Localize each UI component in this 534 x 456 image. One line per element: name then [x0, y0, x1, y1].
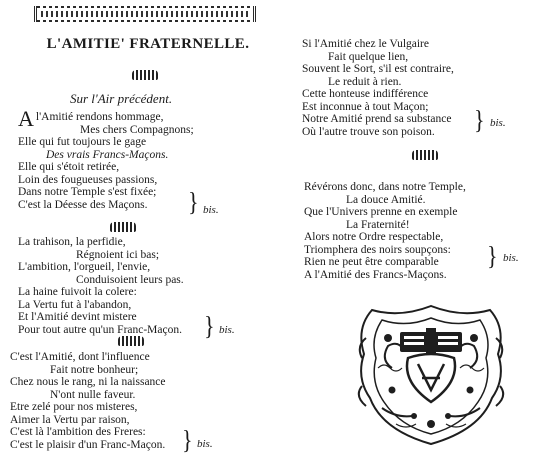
- tune-indication: Sur l'Air précédent.: [70, 91, 173, 106]
- verse-line: Rien ne peut être comparable: [304, 256, 439, 268]
- verse-line: Elle qui s'étoit retirée,: [18, 161, 120, 173]
- verse-line: C'est le plaisir d'un Franc-Maçon.: [10, 438, 166, 451]
- verse-line: Où l'autre trouve son poison.: [302, 125, 435, 138]
- refrain-brace: }: [487, 240, 498, 271]
- verse-line: La haine fuivoit la colere:: [18, 286, 137, 298]
- verse-line: La douce Amitié.: [346, 193, 426, 206]
- fleuron-ornament: [412, 150, 438, 160]
- verse-line: Fait notre bonheur;: [50, 363, 139, 376]
- verse-line: N'ont nulle faveur.: [50, 388, 136, 401]
- verse-line: Régnoient ici bas;: [76, 248, 160, 261]
- refrain-brace: }: [188, 186, 199, 217]
- verse-line: Chez nous le rang, ni la naissance: [10, 376, 166, 388]
- verse-line: C'est la Déesse des Maçons.: [18, 198, 148, 211]
- bis-marker: bis.: [219, 324, 235, 336]
- verse-line: Triomphera des noirs soupçons:: [304, 243, 451, 256]
- verse-line: La Vertu fut à l'abandon,: [18, 298, 132, 311]
- drop-cap: A: [18, 106, 34, 131]
- verse-line: Que l'Univers prenne en exemple: [304, 206, 458, 218]
- fleuron-ornament: [110, 222, 136, 232]
- verse-line: Elle qui fut toujours le gage: [18, 136, 147, 148]
- verse-line: l'Amitié rendons hommage,: [35, 111, 164, 123]
- verse-line: Alors notre Ordre respectable,: [304, 231, 444, 243]
- verse-line: Des vrais Francs-Maçons.: [46, 148, 169, 161]
- verse-line: Notre Amitié prend sa substance: [302, 113, 452, 125]
- verse-line: Est inconnue à tout Maçon;: [302, 100, 429, 113]
- verse-line: Révérons donc, dans notre Temple,: [304, 181, 466, 193]
- verse-line: Souvent le Sort, s'il est contraire,: [302, 63, 454, 75]
- verse-line: Conduisoient leurs pas.: [76, 273, 184, 286]
- bis-marker: bis.: [197, 438, 213, 450]
- verse-line: C'est là l'ambition des Freres:: [10, 426, 146, 438]
- fleuron-ornament: [118, 336, 144, 346]
- verse-line: La trahison, la perfidie,: [18, 236, 126, 248]
- fleuron-ornament: [132, 70, 158, 80]
- verse-line: Loin des fougueuses passions,: [18, 173, 158, 186]
- song-title: L'AMITIE' FRATERNELLE.: [46, 36, 250, 52]
- verse-line: A l'Amitié des Francs-Maçons.: [304, 268, 447, 281]
- verse-line: Etre zelé pour nos misteres,: [10, 401, 138, 413]
- verse-line: C'est l'Amitié, dont l'influence: [10, 351, 150, 363]
- verse-line: Le reduit à rien.: [328, 75, 402, 88]
- verse-line: Cette honteuse indifférence: [302, 88, 429, 100]
- verse-line: La Fraternité!: [346, 218, 410, 231]
- verse-line: Aimer la Vertu par raison,: [10, 413, 130, 426]
- verse-line: Si l'Amitié chez le Vulgaire: [302, 38, 429, 50]
- header-ornament-band: [34, 6, 256, 22]
- stanza-3: [10, 351, 270, 455]
- refrain-brace: }: [204, 310, 215, 341]
- stanza-2: [18, 236, 268, 341]
- verse-line: Et l'Amitié devint mistere: [18, 311, 137, 323]
- refrain-brace: }: [182, 424, 193, 455]
- verse-line: Pour tout autre qu'un Franc-Maçon.: [18, 323, 182, 336]
- refrain-brace: }: [474, 104, 485, 135]
- verse-line: L'ambition, l'orgueil, l'envie,: [18, 261, 151, 273]
- verse-line: Mes chers Compagnons;: [80, 123, 194, 136]
- bis-marker: bis.: [203, 204, 219, 216]
- masonic-cartouche-engraving: [352, 298, 510, 448]
- bis-marker: bis.: [503, 252, 519, 264]
- right-page: [282, 0, 534, 456]
- stanza-5: [304, 181, 534, 281]
- verse-line: Fait quelque lien,: [328, 50, 409, 63]
- bis-marker: bis.: [490, 117, 506, 129]
- verse-line: Dans notre Temple s'est fixée;: [18, 186, 157, 198]
- stanza-1: [18, 106, 268, 211]
